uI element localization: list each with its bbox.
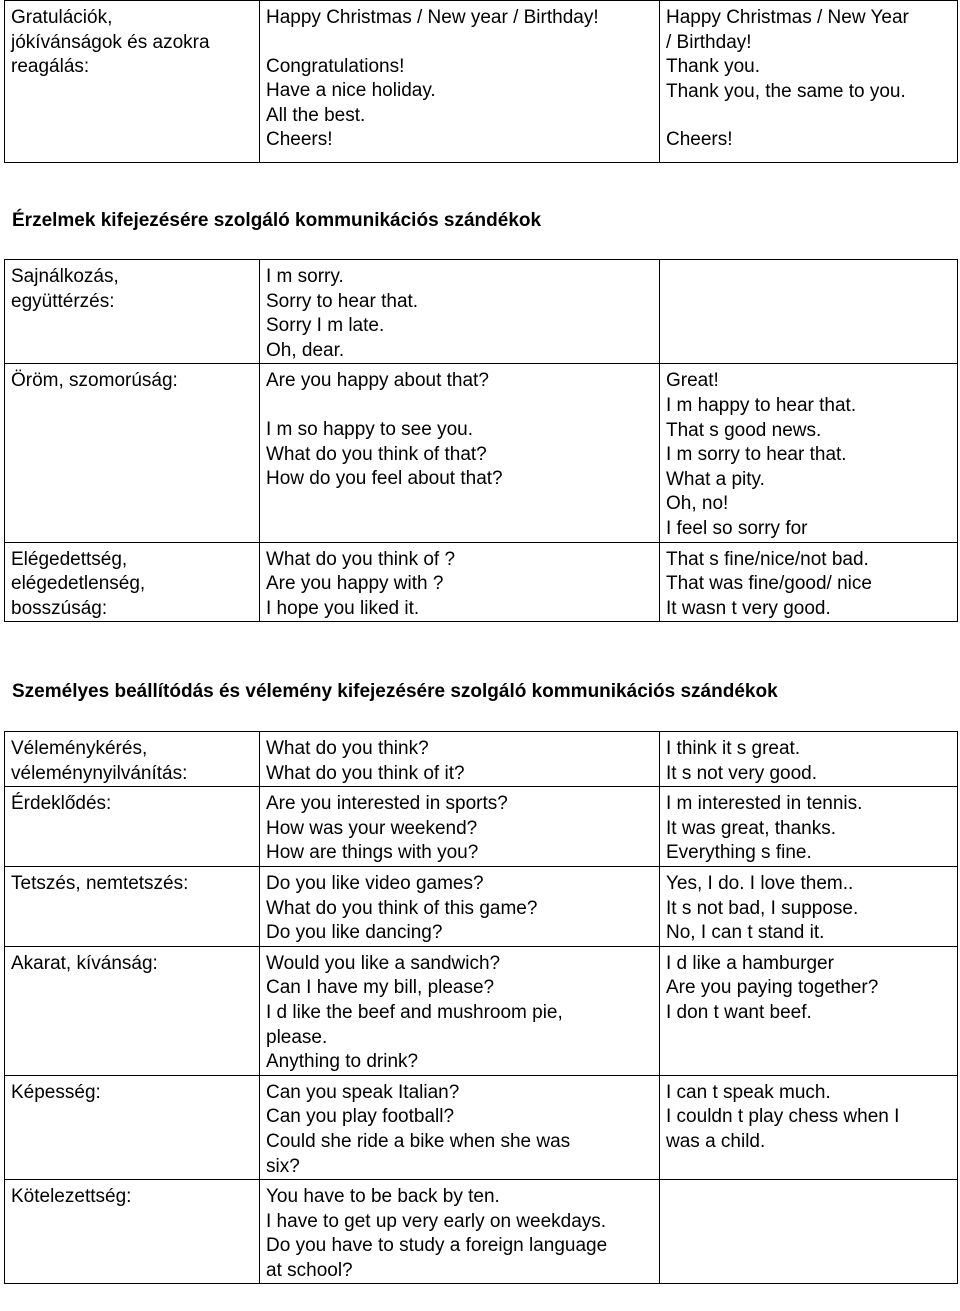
text-line: That s good news. — [666, 419, 822, 441]
function-label-cell — [5, 787, 260, 867]
text-line: How was your weekend? — [266, 817, 478, 839]
question-phrases-cell — [260, 787, 660, 867]
section-heading-opinions: Személyes beállítódás és vélemény kifejezésére szolgáló kommunikációs szándékok — [12, 681, 778, 702]
table-row — [5, 946, 958, 1075]
text-line: Do you have to study a foreign language — [266, 1235, 608, 1257]
text-line: Öröm, szomorúság: — [11, 370, 178, 392]
question-phrases-cell — [260, 732, 660, 787]
table-row — [5, 732, 958, 787]
function-label-cell — [5, 542, 260, 622]
text-line: I m so happy to see you. — [266, 418, 474, 440]
text-line: How are things with you? — [266, 842, 479, 864]
response-phrases-cell — [660, 364, 958, 542]
text-line: Can I have my bill, please? — [266, 977, 495, 999]
text-line: I couldn t play chess when I — [666, 1106, 900, 1128]
function-label-cell — [5, 1180, 260, 1284]
text-line: Véleménykérés, — [11, 738, 148, 759]
table-row — [5, 260, 958, 364]
emotions-table — [4, 259, 958, 622]
text-line: I m sorry. — [266, 266, 344, 287]
opinions-table — [4, 731, 958, 1284]
text-line: How do you feel about that? — [266, 468, 503, 490]
text-line: I d like the beef and mushroom pie, — [266, 1001, 563, 1023]
response-phrases-cell — [660, 1075, 958, 1179]
question-phrases-cell — [260, 542, 660, 622]
text-line: Cheers! — [266, 129, 333, 151]
question-phrases-cell — [260, 364, 660, 542]
text-line: Oh, no! — [666, 493, 729, 515]
text-line: Tetszés, nemtetszés: — [11, 872, 189, 894]
response-phrases-cell — [660, 260, 958, 364]
text-line: Kötelezettség: — [11, 1186, 132, 1208]
text-line: Could she ride a bike when she was — [266, 1130, 571, 1152]
text-line: jókívánságok és azokra — [11, 31, 210, 53]
text-line: six? — [266, 1155, 300, 1177]
text-line: Would you like a sandwich? — [266, 952, 501, 974]
text-line: What do you think? — [266, 738, 429, 759]
text-line: Are you interested in sports? — [266, 793, 508, 815]
text-line: elégedetlenség, — [11, 573, 146, 595]
text-line: Yes, I do. I love them.. — [666, 872, 854, 894]
function-label-cell — [5, 260, 260, 364]
text-line: Everything s fine. — [666, 842, 812, 864]
text-line: Are you paying together? — [666, 977, 879, 999]
text-line: That was fine/good/ nice — [666, 573, 872, 595]
text-line: at school? — [266, 1259, 353, 1281]
question-phrases-cell — [260, 1, 660, 163]
text-line: I feel so sorry for — [666, 517, 808, 539]
question-phrases-cell — [260, 260, 660, 364]
table-row — [5, 787, 958, 867]
text-line: That s fine/nice/not bad. — [666, 548, 869, 570]
text-line: I don t want beef. — [666, 1001, 812, 1023]
section-heading-emotions: Érzelmek kifejezésére szolgáló kommunikációs szándékok — [12, 210, 542, 231]
text-line: Congratulations! — [266, 55, 405, 77]
text-line: Képesség: — [11, 1081, 101, 1103]
response-phrases-cell — [660, 542, 958, 622]
table-row — [5, 866, 958, 946]
text-line: Elégedettség, — [11, 548, 128, 570]
text-line — [666, 104, 951, 128]
text-line: What do you think of ? — [266, 548, 456, 570]
question-phrases-cell — [260, 946, 660, 1075]
text-line: What do you think of this game? — [266, 897, 538, 919]
response-phrases-cell — [660, 1180, 958, 1284]
text-line: I hope you liked it. — [266, 597, 420, 619]
text-line: Sorry to hear that. — [266, 290, 419, 312]
text-line — [266, 394, 653, 418]
text-line: I d like a hamburger — [666, 952, 834, 974]
text-line: Have a nice holiday. — [266, 80, 436, 102]
function-label-cell — [5, 1, 260, 163]
text-line: I have to get up very early on weekdays. — [266, 1210, 607, 1232]
text-line: What a pity. — [666, 468, 765, 490]
function-label-cell — [5, 946, 260, 1075]
text-line: It wasn t very good. — [666, 597, 831, 619]
function-label-cell — [5, 364, 260, 542]
table-row — [5, 364, 958, 542]
text-line: bosszúság: — [11, 597, 108, 619]
response-phrases-cell — [660, 1, 958, 163]
text-line: Akarat, kívánság: — [11, 952, 158, 974]
text-line: Do you like dancing? — [266, 922, 443, 944]
text-line: Happy Christmas / New Year — [666, 7, 909, 28]
question-phrases-cell — [260, 866, 660, 946]
text-line: Thank you. — [666, 56, 760, 78]
function-label-cell — [5, 866, 260, 946]
text-line — [266, 31, 653, 55]
question-phrases-cell — [260, 1075, 660, 1179]
text-line: Are you happy about that? — [266, 370, 489, 392]
text-line: please. — [266, 1026, 328, 1048]
response-phrases-cell — [660, 787, 958, 867]
text-line: Are you happy with ? — [266, 573, 444, 595]
text-line: Anything to drink? — [266, 1051, 419, 1073]
text-line: No, I can t stand it. — [666, 922, 825, 944]
question-phrases-cell — [260, 1180, 660, 1284]
text-line: It s not bad, I suppose. — [666, 897, 859, 919]
response-phrases-cell — [660, 946, 958, 1075]
text-line: I m happy to hear that. — [666, 394, 857, 416]
table-row — [5, 1, 958, 163]
greetings-table — [4, 0, 958, 163]
text-line: I can t speak much. — [666, 1081, 831, 1103]
response-phrases-cell — [660, 866, 958, 946]
text-line: Do you like video games? — [266, 872, 484, 894]
text-line: Cheers! — [666, 129, 733, 151]
text-line: Thank you, the same to you. — [666, 80, 906, 102]
text-line: véleménynyilvánítás: — [11, 762, 188, 784]
text-line: / Birthday! — [666, 31, 752, 53]
text-line: Sorry I m late. — [266, 315, 385, 337]
text-line: Can you speak Italian? — [266, 1081, 460, 1103]
text-line: I m sorry to hear that. — [666, 444, 847, 466]
function-label-cell — [5, 732, 260, 787]
response-phrases-cell — [660, 732, 958, 787]
text-line: Gratulációk, — [11, 7, 113, 28]
text-line: Oh, dear. — [266, 339, 345, 361]
text-line: You have to be back by ten. — [266, 1186, 500, 1208]
text-line: I m interested in tennis. — [666, 793, 863, 815]
text-line: It s not very good. — [666, 762, 818, 784]
text-line: What do you think of that? — [266, 443, 487, 465]
text-line: Sajnálkozás, — [11, 266, 119, 287]
table-row — [5, 542, 958, 622]
text-line: was a child. — [666, 1130, 766, 1152]
text-line: együttérzés: — [11, 290, 115, 312]
text-line: All the best. — [266, 104, 366, 126]
text-line: Can you play football? — [266, 1106, 455, 1128]
table-row — [5, 1075, 958, 1179]
text-line: What do you think of it? — [266, 762, 465, 784]
text-line: Great! — [666, 370, 719, 392]
text-line: Happy Christmas / New year / Birthday! — [266, 7, 599, 28]
text-line: I think it s great. — [666, 738, 801, 759]
text-line: It was great, thanks. — [666, 817, 837, 839]
text-line: reagálás: — [11, 56, 90, 78]
text-line: Érdeklődés: — [11, 793, 112, 815]
function-label-cell — [5, 1075, 260, 1179]
table-row — [5, 1180, 958, 1284]
